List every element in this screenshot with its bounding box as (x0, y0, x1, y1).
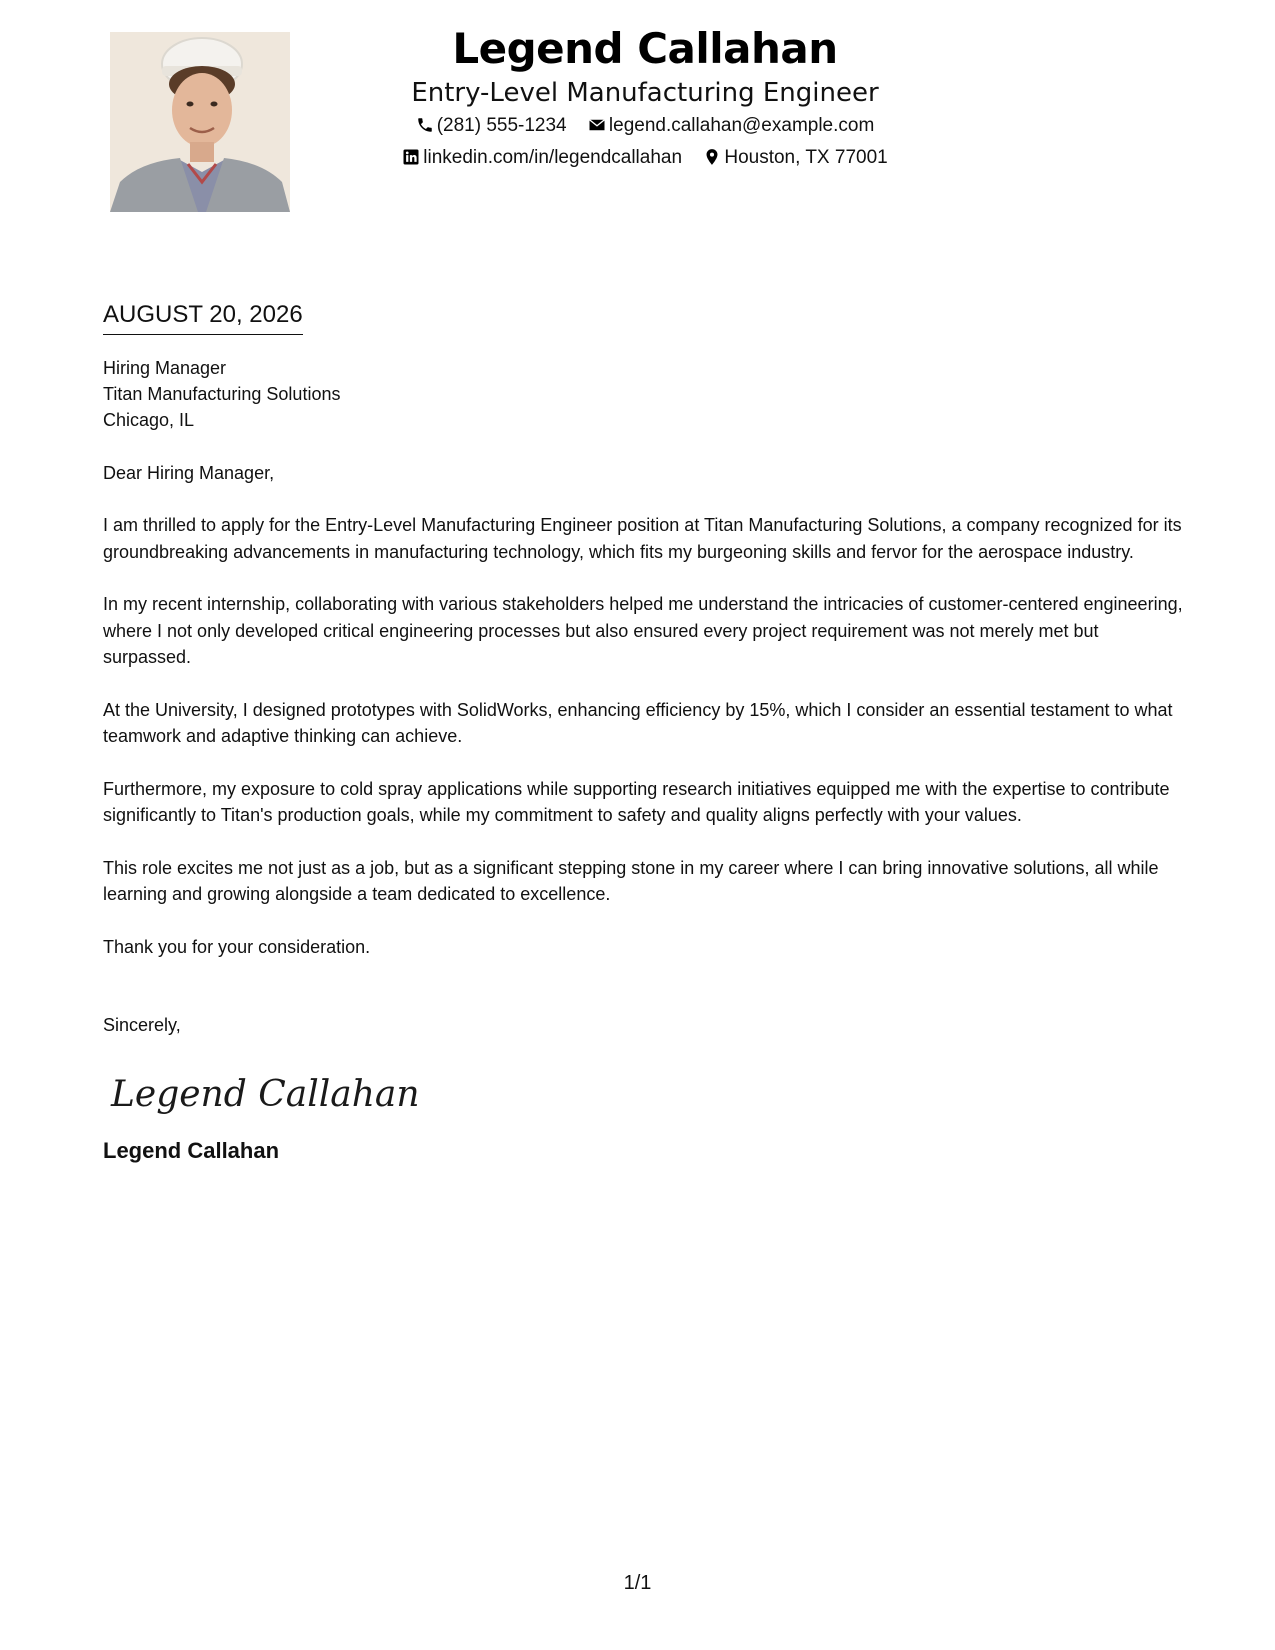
letter-paragraph: I am thrilled to apply for the Entry-Level Manufacturing Engineer position at Titan Manufacturing Solutions, a company recognized for its groundbreaking advancements in manufacturing technology, which fits my burgeoning skills and fervor for the aerospace industry. (103, 515, 1182, 562)
phone-number: (281) 555-1234 (436, 115, 567, 136)
envelope-icon (588, 116, 606, 134)
applicant-name: Legend Callahan (452, 24, 838, 73)
recipient-block (103, 355, 1183, 433)
email-address: legend.callahan@example.com (608, 115, 875, 136)
contact-row-primary (330, 110, 960, 142)
svg-text:Legend Callahan: Legend Callahan (111, 1074, 420, 1115)
letter-paragraph: Furthermore, my exposure to cold spray applications while supporting research initiatives equipped me with the expertise to contribute significantly to Titan's production goals, while my commitment to safety and quality aligns perfectly with your values. (103, 778, 1170, 825)
signature-image (109, 1064, 1183, 1124)
closing: Sincerely, (103, 1015, 181, 1035)
map-pin-icon (703, 148, 721, 166)
page-number: 1/1 (623, 1572, 652, 1594)
email-contact[interactable] (588, 110, 874, 142)
letter-header (330, 22, 960, 174)
signer-name: Legend Callahan (103, 1138, 280, 1163)
signature-scribble (109, 1064, 420, 1124)
letter-paragraph: At the University, I designed prototypes with SolidWorks, enhancing efficiency by 15%, which I consider an essential testament to what teamwork and adaptive thinking can achieve. (103, 699, 1173, 746)
letter-body (103, 298, 1183, 1166)
applicant-title: Entry-Level Manufacturing Engineer (411, 78, 879, 108)
letter-paragraph: Thank you for your consideration. (103, 936, 371, 957)
recipient-line: Chicago, IL (103, 410, 195, 430)
salutation: Dear Hiring Manager, (103, 463, 275, 483)
contact-row-secondary (330, 142, 960, 174)
profile-photo (110, 32, 290, 212)
letter-paragraph: This role excites me not just as a job, but as a significant stepping stone in my career where I can bring innovative solutions, all while learning and growing alongside a team dedicated to excellence. (103, 857, 1159, 904)
letter-date: AUGUST 20, 2026 (103, 298, 303, 335)
phone-contact[interactable] (416, 110, 567, 142)
linkedin-url: linkedin.com/in/legendcallahan (423, 147, 683, 168)
location-contact (703, 142, 887, 174)
linkedin-contact[interactable] (402, 142, 682, 174)
linkedin-icon (402, 148, 420, 166)
profile-photo-illustration (110, 32, 290, 212)
letter-paragraph: In my recent internship, collaborating with various stakeholders helped me understand the intricacies of customer-centered engineering, where I not only developed critical engineering processes but also ensured every project requirement was not merely met but surpassed. (103, 594, 1183, 667)
location-text: Houston, TX 77001 (724, 147, 888, 168)
recipient-line: Titan Manufacturing Solutions (103, 384, 341, 404)
recipient-line: Hiring Manager (103, 358, 227, 378)
phone-icon (416, 116, 434, 134)
